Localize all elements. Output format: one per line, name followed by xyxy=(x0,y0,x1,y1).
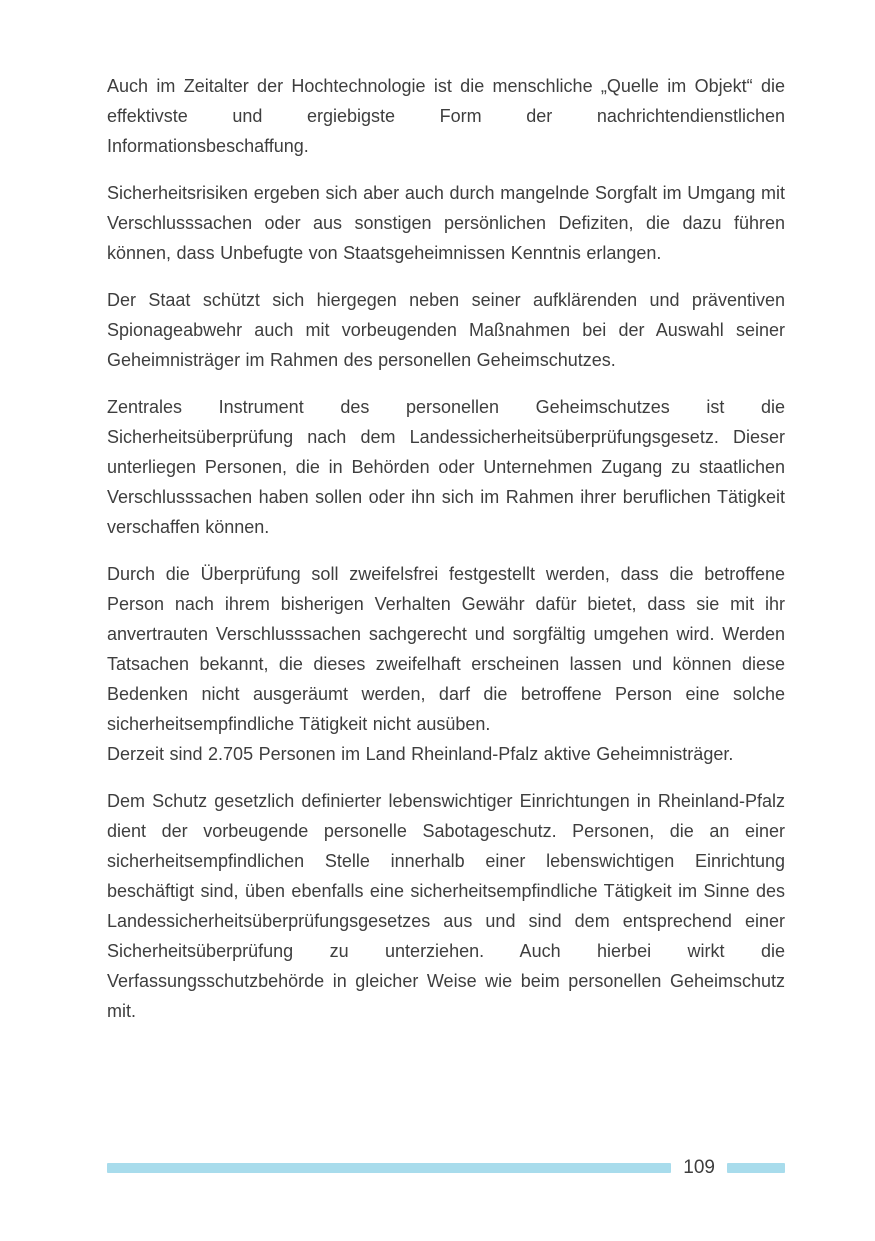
page-footer xyxy=(107,1157,785,1179)
paragraph-current-count: Derzeit sind 2.705 Personen im Land Rheinland-Pfalz aktive Geheimnisträger. xyxy=(107,744,734,764)
paragraph-sabotage-protection: Dem Schutz gesetzlich definierter lebenswichtiger Einrichtungen in Rheinland-Pfalz dient der vorbeugende personelle Sabotageschutz. Personen, die an einer sicherheitsempfindlichen Stelle innerhalb einer lebenswichtigen Einrichtung beschäftigt sind, üben ebenfalls eine sicherheitsempfindliche Tätigkeit im Sinne des Landessicherheitsüberprüfungsgesetzes aus und sind dem entsprechend einer Sicherheitsüberprüfung zu unterziehen. Auch hierbei wirkt die Verfassungsschutzbehörde in gleicher Weise wie beim personellen Geheimschutz mit. xyxy=(107,791,785,1021)
paragraph-vetting-purpose: Durch die Überprüfung soll zweifelsfrei festgestellt werden, dass die betroffene Person nach ihrem bisherigen Verhalten Gewähr dafür bietet, dass sie mit ihr anvertrauten Verschlusssachen sachgerecht und sorgfältig umgehen wird. Werden Tatsachen bekannt, die dieses zweifelhaft erscheinen lassen und können diese Bedenken nicht ausgeräumt werden, darf die betroffene Person eine solche sicherheitsempfindliche Tätigkeit nicht ausüben. xyxy=(107,564,785,734)
footer-rule-right xyxy=(727,1163,785,1173)
paragraph-central-instrument: Zentrales Instrument des personellen Geheimschutzes ist die Sicherheitsüberprüfung nach dem Landessicherheitsüberprüfungsgesetz. Dieser unterliegen Personen, die in Behörden oder Unternehmen Zugang zu staatlichen Verschlusssachen haben sollen oder ihn sich im Rahmen ihrer beruflichen Tätigkeit verschaffen können. xyxy=(107,397,785,537)
paragraph-human-source: Auch im Zeitalter der Hochtechnologie ist die menschliche „Quelle im Objekt“ die effektivste und ergiebigste Form der nachrichtendienstlichen Informationsbeschaffung. xyxy=(107,76,785,156)
footer-rule-left xyxy=(107,1163,671,1173)
page-number: 109 xyxy=(683,1157,715,1178)
page-content xyxy=(107,71,785,1043)
paragraph-state-protection: Der Staat schützt sich hiergegen neben seiner aufklärenden und präventiven Spionageabwehr auch mit vorbeugenden Maßnahmen bei der Auswahl seiner Geheimnisträger im Rahmen des personellen Geheimschutzes. xyxy=(107,290,785,370)
paragraph-security-risks: Sicherheitsrisiken ergeben sich aber auch durch mangelnde Sorgfalt im Umgang mit Verschlusssachen oder aus sonstigen persönlichen Defiziten, die dazu führen können, dass Unbefugte von Staatsgeheimnissen Kenntnis erlangen. xyxy=(107,183,785,263)
